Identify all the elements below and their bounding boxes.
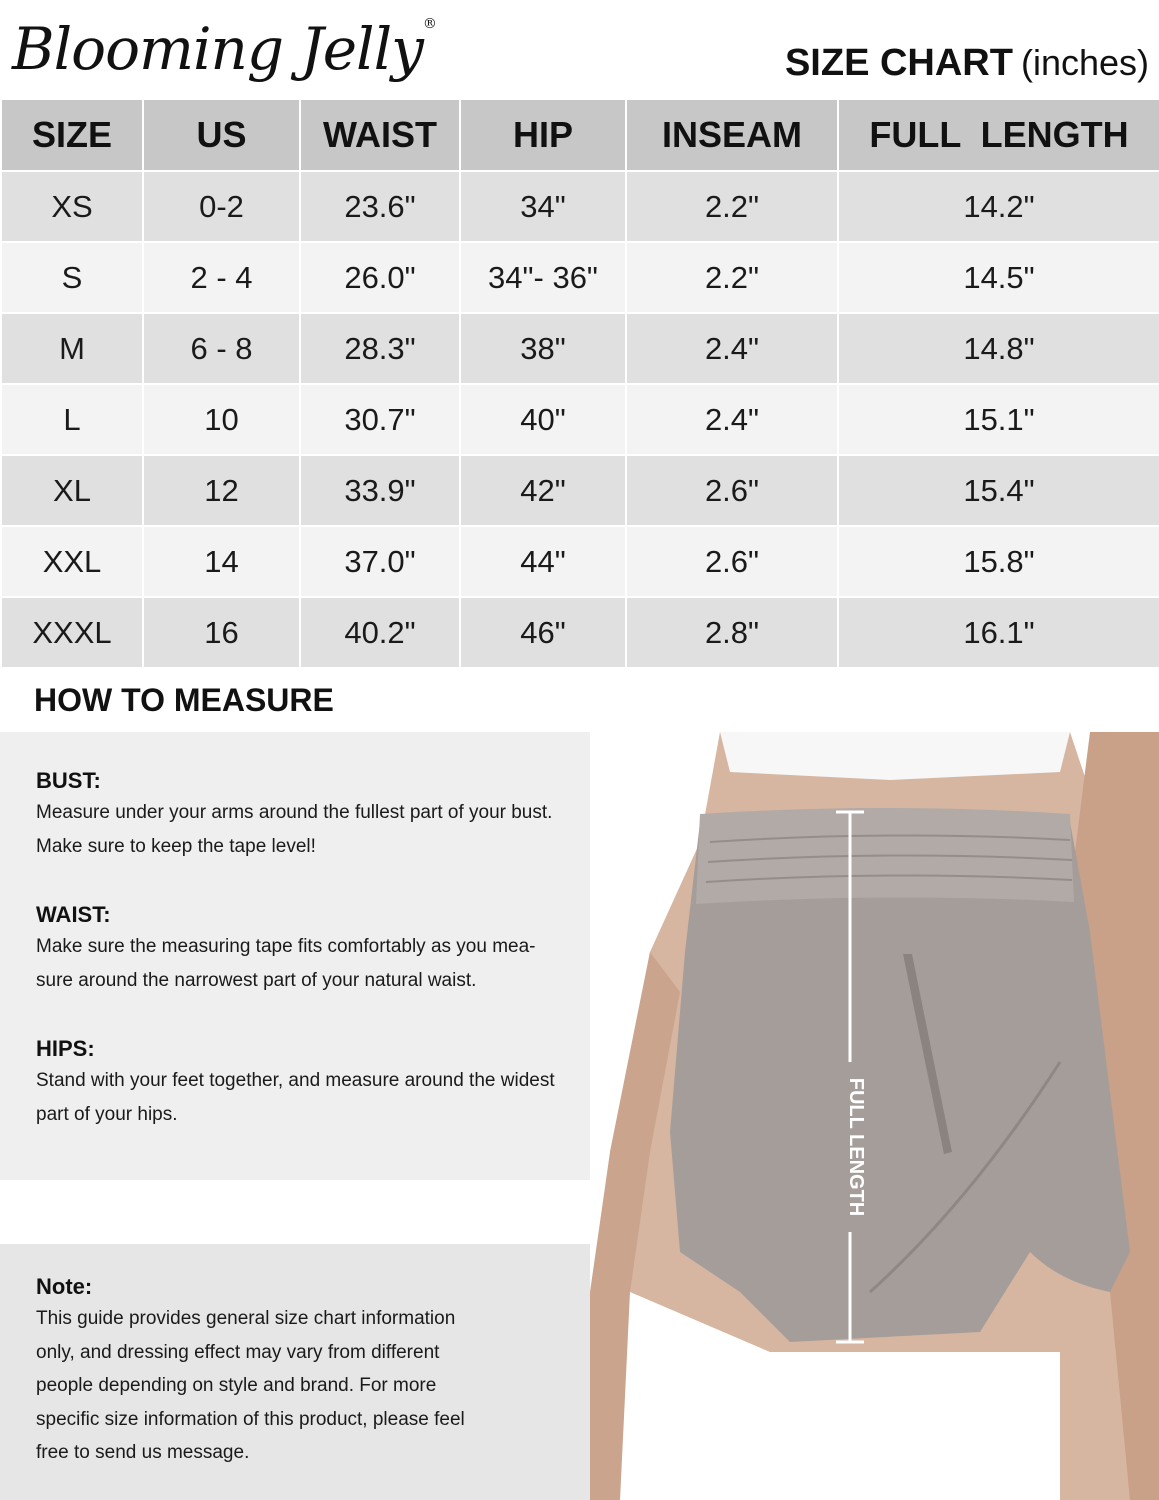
cell-us: 2 - 4 <box>143 242 300 313</box>
waist-heading: WAIST: <box>36 902 111 927</box>
cell-hip: 44" <box>460 526 626 597</box>
bust-text-line: Make sure to keep the tape level! <box>36 835 316 857</box>
size-table <box>0 98 1159 669</box>
cell-inseam: 2.2" <box>626 242 838 313</box>
note-text-line: only, and dressing effect may vary from different <box>36 1341 440 1363</box>
bust-section <box>36 766 626 863</box>
size-chart-unit: (inches) <box>1020 42 1149 83</box>
cell-inseam: 2.4" <box>626 384 838 455</box>
cell-waist: 28.3" <box>300 313 460 384</box>
table-row <box>1 313 1159 384</box>
header-size: SIZE <box>1 99 143 171</box>
table-row <box>1 526 1159 597</box>
header-hip: HIP <box>460 99 626 171</box>
cell-full-length: 15.4" <box>838 455 1159 526</box>
size-chart-title <box>785 38 1149 88</box>
cell-waist: 26.0" <box>300 242 460 313</box>
note-heading: Note: <box>36 1274 93 1299</box>
cell-full-length: 14.8" <box>838 313 1159 384</box>
cell-full-length: 16.1" <box>838 597 1159 668</box>
cell-waist: 37.0" <box>300 526 460 597</box>
table-header-row <box>1 99 1159 171</box>
cell-size: M <box>1 313 143 384</box>
cell-inseam: 2.6" <box>626 455 838 526</box>
cell-full-length: 15.1" <box>838 384 1159 455</box>
hips-text-line: Stand with your feet together, and measure around the widest <box>36 1070 555 1091</box>
waist-text-line: sure around the narrowest part of your natural waist. <box>36 969 477 991</box>
cell-inseam: 2.8" <box>626 597 838 668</box>
cell-hip: 40" <box>460 384 626 455</box>
registered-mark: ® <box>422 16 436 32</box>
cell-size: XL <box>1 455 143 526</box>
note-text-line: This guide provides general size chart information <box>36 1308 456 1329</box>
cell-size: S <box>1 242 143 313</box>
header-waist: WAIST <box>300 99 460 171</box>
cell-us: 14 <box>143 526 300 597</box>
note-panel <box>0 1244 640 1500</box>
hips-section <box>36 1034 626 1131</box>
brand-logo <box>12 4 442 94</box>
cell-full-length: 14.5" <box>838 242 1159 313</box>
cell-us: 12 <box>143 455 300 526</box>
full-length-label: FULL LENGTH <box>845 1077 867 1217</box>
cell-hip: 38" <box>460 313 626 384</box>
how-to-measure-heading: HOW TO MEASURE <box>34 682 334 718</box>
cell-hip: 42" <box>460 455 626 526</box>
model-shorts-photo <box>590 732 1159 1500</box>
bust-heading: BUST: <box>36 768 101 793</box>
cell-us: 0-2 <box>143 171 300 242</box>
table-row <box>1 242 1159 313</box>
cell-waist: 30.7" <box>300 384 460 455</box>
note-text-line: free to send us message. <box>36 1442 250 1463</box>
cell-hip: 46" <box>460 597 626 668</box>
cell-us: 6 - 8 <box>143 313 300 384</box>
measure-instructions-panel <box>0 732 640 1180</box>
cell-us: 16 <box>143 597 300 668</box>
cell-waist: 23.6" <box>300 171 460 242</box>
table-row <box>1 455 1159 526</box>
header-us: US <box>143 99 300 171</box>
note-text-line: specific size information of this product, please feel <box>36 1408 465 1430</box>
hips-text-line: part of your hips. <box>36 1103 178 1125</box>
cell-waist: 40.2" <box>300 597 460 668</box>
cell-waist: 33.9" <box>300 455 460 526</box>
table-row <box>1 384 1159 455</box>
hips-heading: HIPS: <box>36 1036 95 1061</box>
note-text-line: people depending on style and brand. For more <box>36 1375 437 1396</box>
table-row <box>1 171 1159 242</box>
cell-size: XS <box>1 171 143 242</box>
waist-text-line: Make sure the measuring tape fits comfortably as you mea- <box>36 936 536 957</box>
cell-inseam: 2.2" <box>626 171 838 242</box>
shorts-illustration <box>590 732 1159 1500</box>
bust-text-line: Measure under your arms around the fullest part of your bust. <box>36 802 553 823</box>
cell-us: 10 <box>143 384 300 455</box>
header-inseam: INSEAM <box>626 99 838 171</box>
waist-section <box>36 900 626 997</box>
cell-inseam: 2.6" <box>626 526 838 597</box>
size-chart-heading: SIZE CHART <box>784 42 1013 84</box>
cell-size: XXL <box>1 526 143 597</box>
cell-size: L <box>1 384 143 455</box>
cell-inseam: 2.4" <box>626 313 838 384</box>
cell-full-length: 15.8" <box>838 526 1159 597</box>
cell-hip: 34"- 36" <box>460 242 626 313</box>
header-full-length: FULL LENGTH <box>838 99 1159 171</box>
brand-name: Blooming Jelly <box>12 15 423 83</box>
crop-top <box>720 732 1070 780</box>
cell-size: XXXL <box>1 597 143 668</box>
note-section <box>36 1272 596 1470</box>
table-row <box>1 597 1159 668</box>
cell-full-length: 14.2" <box>838 171 1159 242</box>
cell-hip: 34" <box>460 171 626 242</box>
